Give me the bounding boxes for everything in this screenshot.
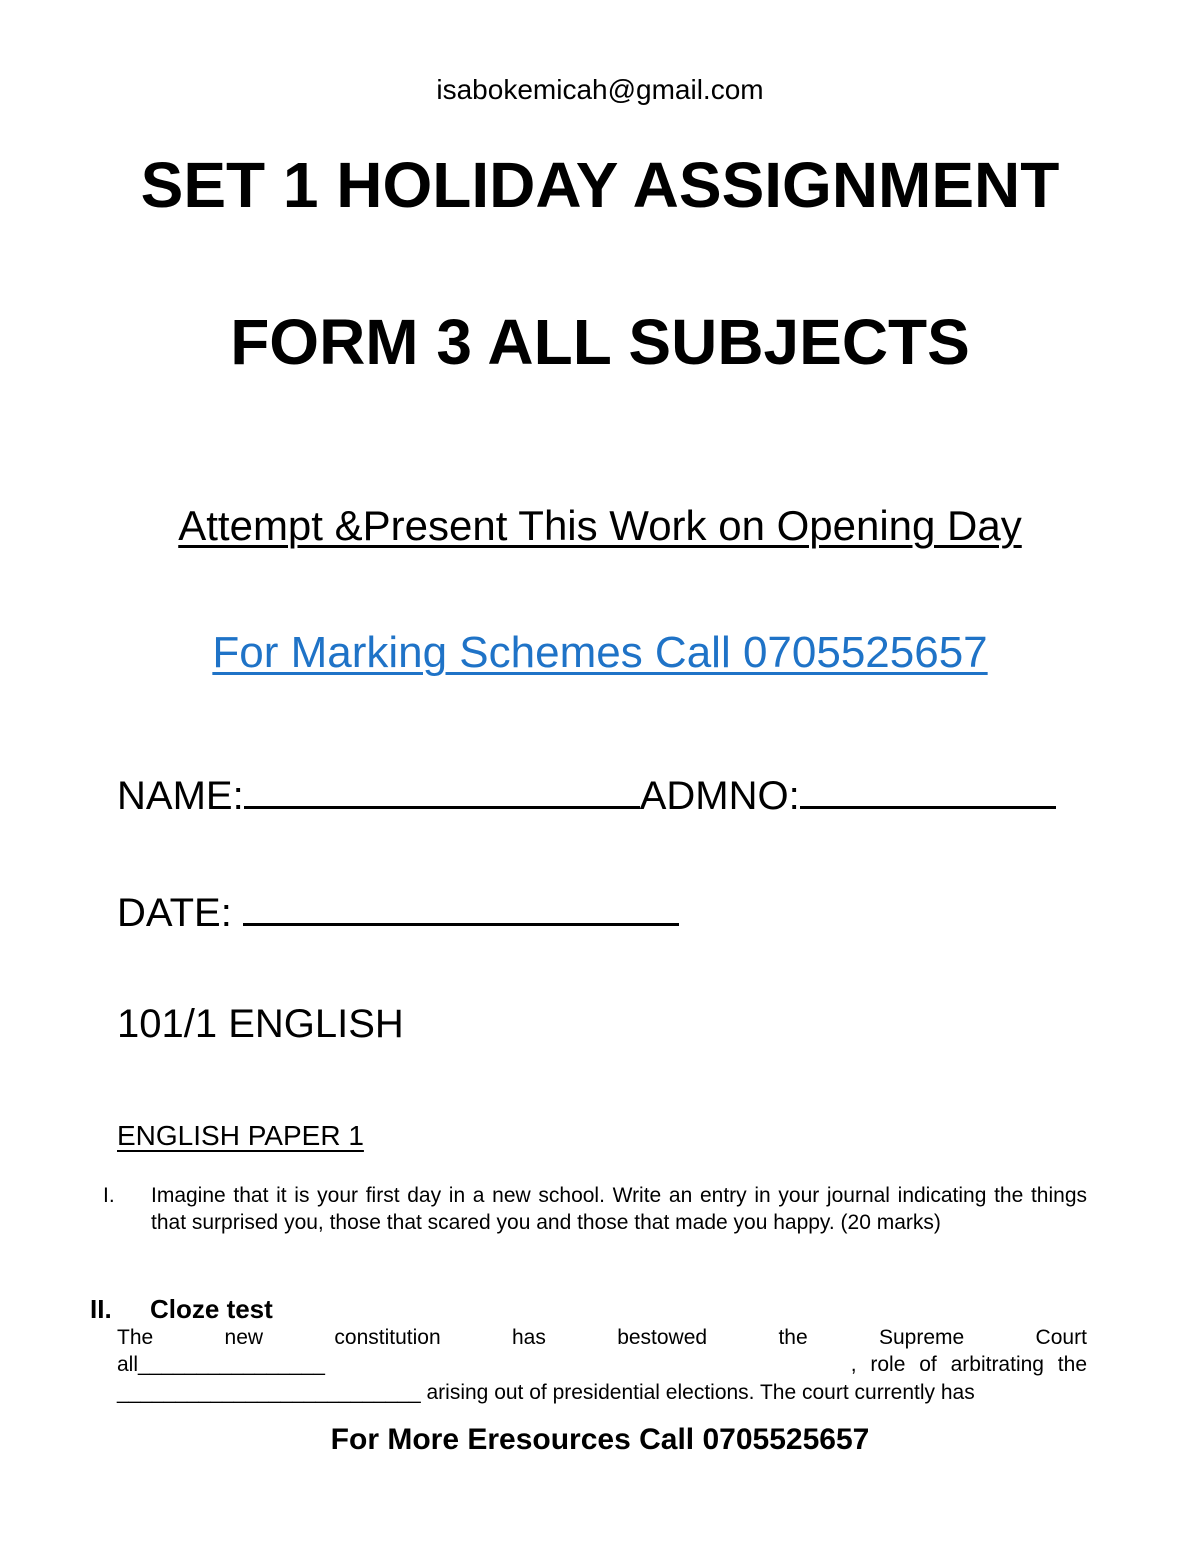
- paper-title: ENGLISH PAPER 1: [117, 1120, 364, 1151]
- question-2-heading: [90, 1294, 273, 1325]
- question-1: [103, 1182, 1087, 1236]
- cloze-word: bestowed: [617, 1326, 708, 1349]
- admno-label: ADMNO:: [639, 774, 800, 818]
- marking-scheme-link[interactable]: For Marking Schemes Call 0705525657: [212, 628, 988, 677]
- cloze-line-1: [117, 1326, 1087, 1350]
- date-row: [117, 885, 679, 936]
- instruction-text: Attempt &Present This Work on Opening Day: [178, 502, 1022, 549]
- cloze-line-2: [117, 1353, 1087, 1377]
- cloze-word: new: [224, 1326, 264, 1349]
- question-1-number: I.: [103, 1184, 115, 1207]
- cloze-word: constitution: [334, 1326, 441, 1349]
- name-blank[interactable]: [244, 768, 640, 809]
- footer-text: For More Eresources Call 0705525657: [330, 1423, 870, 1456]
- admno-blank[interactable]: [800, 768, 1056, 809]
- cloze-word: Court: [1035, 1326, 1087, 1349]
- question-2-title: Cloze test: [150, 1294, 273, 1324]
- name-label: NAME:: [117, 774, 244, 818]
- subject-code: 101/1 ENGLISH: [117, 1002, 404, 1046]
- cloze-line-3: __________________________ arising out of presidential elections. The court currently has: [117, 1381, 975, 1404]
- cloze-word: has: [511, 1326, 546, 1349]
- date-blank[interactable]: [243, 885, 679, 926]
- cloze-word: The: [117, 1326, 154, 1349]
- question-2-number: II.: [90, 1294, 112, 1324]
- cloze-word: the: [778, 1326, 808, 1349]
- document-title: SET 1 HOLIDAY ASSIGNMENT: [140, 149, 1060, 221]
- document-subtitle: FORM 3 ALL SUBJECTS: [230, 306, 970, 378]
- question-1-text: Imagine that it is your first day in a new school. Write an entry in your journal indicating the things that surprised you, those that scared you and those that made you happy. (20 marks): [151, 1184, 1087, 1234]
- cloze-line-2-end: , role of arbitrating the: [850, 1353, 1087, 1376]
- cloze-line-2-start: all________________: [117, 1353, 325, 1376]
- name-admno-row: [117, 768, 1056, 819]
- date-label: DATE:: [117, 891, 232, 935]
- cloze-word: Supreme: [878, 1326, 965, 1349]
- email-address: isabokemicah@gmail.com: [436, 74, 764, 105]
